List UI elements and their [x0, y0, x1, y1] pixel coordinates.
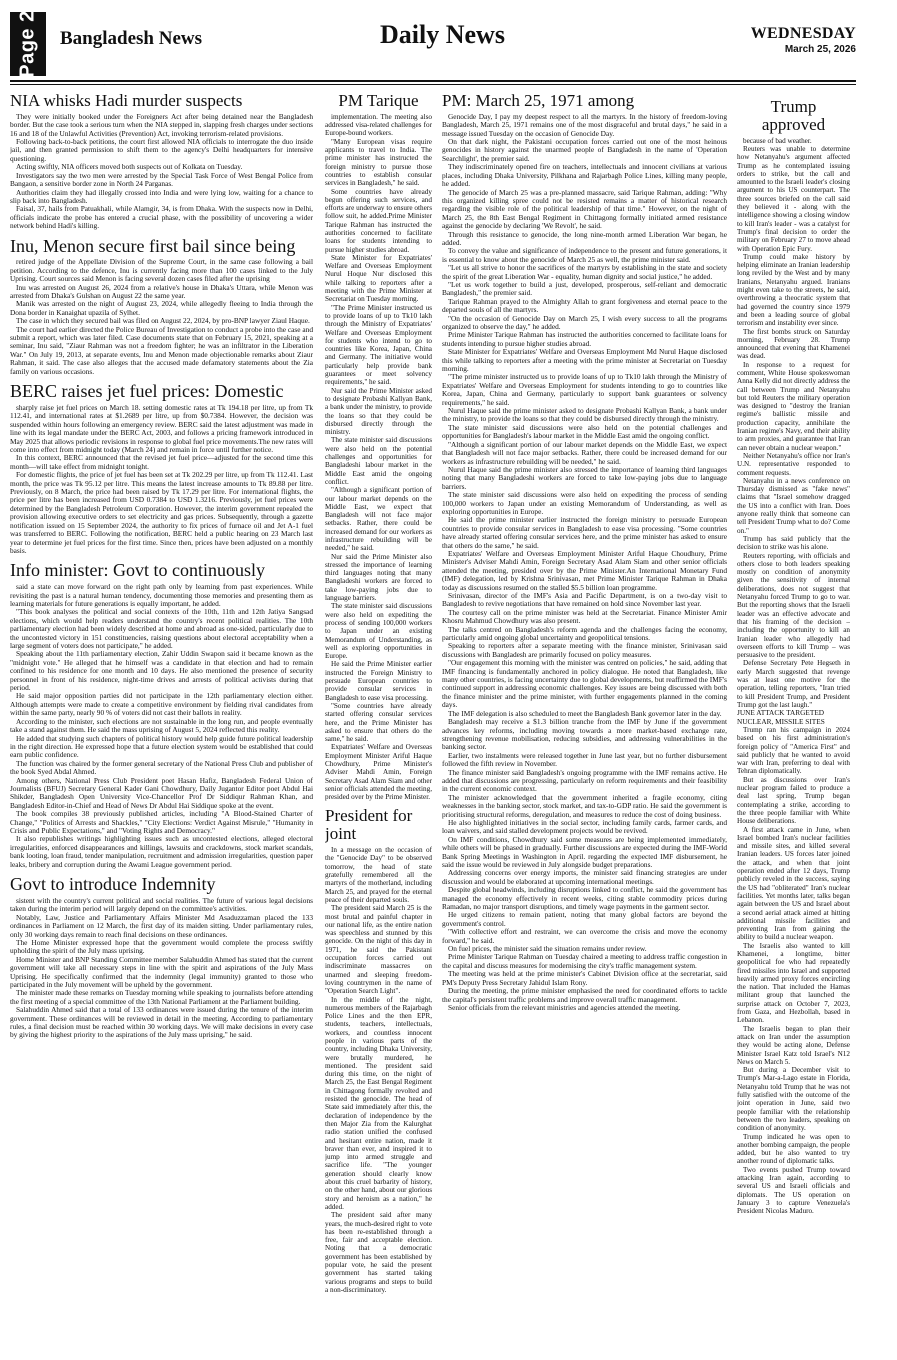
article-paragraph: Genocide Day, I pay my deepest respect to all the martyrs. In the history of freedom-loving Bangladesh, March 25, 1971 remains one of the most disgraceful and brutal days," he said in a message issued Tuesday on the occasion of Genocide Day. [442, 111, 727, 138]
article-paragraph: State Minister for Expatriates' Welfare and Overseas Employment Md Nurul Haque disclosed this while talking to reporters after a meeting with the prime minister at Secretariat on Tuesday morning. [442, 347, 727, 374]
article-paragraph: He said the Prime Minister earlier instructed the Foreign Ministry to persuade European countries to provide consular services in Bangladesh to ease visa processing. [325, 660, 432, 702]
article-body [10, 113, 313, 231]
article-genocide-day [442, 92, 727, 1012]
article-paragraph: Neither Netanyahu's office nor Iran's U.N. representative responded to comment requests. [737, 451, 850, 477]
article-paragraph: For domestic flights, the price of jet fuel has been set at Tk 202.29 per litre, up from Tk 112.41. Last month, the price was Tk 95.12 per litre. This means the latest increase amounts to Tk 89.88 per litre. Previously, on 8 March, the price had been raised by Tk 17.29 per litre. For international flights, the price per litre has been increased from USD 0.7384 to USD 1.3216. Previously, jet fuel prices were determined by the Bangladesh Petroleum Corporation. However, the interim government repealed the provision allowing executive orders to set electricity and gas prices. Subsequently, through a gazette notification issued on 15 September 2024, the authority to fix prices of furnace oil and Jet A-1 fuel was transferred to BERC. Following the notification, BERC held a public hearing on 23 March last year to determine jet fuel prices for the first time. Since then, prices have been adjusted on a monthly basis. [10, 470, 313, 555]
article-paragraph: "Let us all strive to honor the sacrifices of the martyrs by establishing in the state and society the spirit of the great Liberation War - equality, human dignity and social justice," he added. [442, 263, 727, 281]
article-paragraph: "Although a significant portion of our labour market depends on the Middle East, we expect that Bangladesh will not face major setbacks. Rather, there could be increased demand for our workers as infrastructure rebuilding will be needed," he said. [442, 439, 727, 466]
article-paragraph: implementation. The meeting also addressed visa-related challenges for Europe-bound workers. [325, 112, 432, 138]
article-paragraph: But during a December visit to Trump's Mar-a-Lago estate in Florida, Netanyahu told Trump that he was not fully satisfied with the outcome of the joint operation in June, said two people familiar with the relationship between the two leaders, speaking on condition of anonymity. [737, 1066, 850, 1133]
article-paragraph: Authorities claim they had illegally crossed into India and were lying low, waiting for a chance to slip back into Bangladesh. [10, 187, 313, 205]
article-paragraph: On fuel prices, the minister said the situation remains under review. [448, 944, 647, 954]
article-paragraph: In response to a request for comment, White House spokeswoman Anna Kelly did not directly address the call between Trump and Netanyahu but told Reuters the military operation was designed to "destroy the Iranian regime's ballistic missile and production capacity, annihilate the Iranian regime's Navy, end their ability to arm proxies, and guarantee that Iran can never obtain a nuclear weapon." [737, 360, 850, 452]
article-paragraph: The minister made these remarks on Tuesday morning while speaking to journalists before attending the first meeting of a special committee of the 13th National Parliament at the Parliament building. [10, 988, 313, 1006]
article-paragraph: Senior officials from the relevant ministries and agencies attended the meeting. [448, 1002, 681, 1012]
article-paragraph: Inu was arrested on August 26, 2024 from a relative's house in Dhaka's Uttara, while Menon was arrested from Dhaka's Gulshan on August 22 the same year. [10, 282, 313, 301]
article-paragraph: The finance minister said Bangladesh's ongoing programme with the IMF remains active. He added that discussions are progressing, particularly on reform requirements and their feasibility in the current economic context. [442, 767, 727, 794]
headline: President for joint [325, 806, 413, 844]
article-paragraph: The function was chaired by the former general secretary of the National Press Club and publisher of the book Syed Abdal Ahmed. [10, 758, 313, 777]
article-paragraph: Srinivasan, director of the IMF's Asia and Pacific Department, is on a two-day visit to Bangladesh to revive negotiations that have remained on hold since November last year. [442, 591, 727, 609]
headline: NIA whisks Hadi murder suspects [10, 91, 243, 110]
article-paragraph: Home Minister and BNP Standing Committee member Salahuddin Ahmed has stated that the current government will take all necessary steps in line with the spirit and aspirations of the July Mass Uprising. He specifically confirmed that the indemnity (legal immunity) granted to those who participated in the July movement will be upheld by the government. [10, 954, 313, 989]
article-paragraph: Earlier, two instalments were released together in June last year, but no further disbursement followed the fifth review in November. [442, 750, 727, 769]
article-paragraph: The case in which they secured bail was filed on August 22, 2024, by pro-BNP lawyer Ziaul Haque. [16, 316, 310, 326]
article-paragraph: Prime Minister Tarique Rahman has instructed the authorities concerned to facilitate loans for students intending to pursue higher studies abroad. [442, 330, 727, 348]
article-paragraph: Trump could make history by helping eliminate an Iranian leadership long reviled by the West and by many Iranians, Netanyahu argued. Iranians might even take to the streets, he said, overthrowing a theocratic system that had governed the country since 1979 and been a leading source of global terrorism and instability ever since. [737, 252, 850, 328]
article-paragraph: Defense Secretary Pete Hegseth in early March suggested that revenge was at least one motive for the operation, telling reporters, "Iran tried to kill President Trump, and President Trump got the last laugh." [737, 659, 850, 709]
article-paragraph: The state minister said discussions were also held on the potential challenges and opportunities for Bangladesh's labour market in the Middle East amid the ongoing conflict. [442, 422, 727, 441]
article-paragraph: Investigators say the two men were arrested by the Special Task Force of West Bengal Police from Bangaon, a sensitive border zone in North 24 Parganas. [10, 170, 313, 189]
article-pm-tarique [325, 92, 432, 801]
headline: Info minister: Govt to continuously [10, 560, 265, 581]
article-paragraph: The Israelis also wanted to kill Khamenei, a longtime, bitter geopolitical foe who had repeatedly fired missiles into Israel and supported heavily armed proxy forces encircling the nation. That included the Hamas militant group that launched the surprise attack on October 7, 2023, from Gaza, and Hezbollah, based in Lebanon. [737, 941, 850, 1025]
article-berc-jet-fuel [10, 382, 313, 555]
masthead-rule-top [10, 80, 856, 82]
article-paragraph: Tarique Rahman prayed to the Almighty Allah to grant forgiveness and eternal peace to the departed souls of all the martyrs. [442, 296, 727, 315]
article-paragraph: The state minister said discussions were also held on the potential challenges and opportunities for Bangladeshi labour market in the Middle East amid the ongoing conflict. [325, 436, 432, 486]
column-4 [737, 90, 850, 1352]
article-paragraph: Speaking about the 11th parliamentary election, Zahir Uddin Swapon said it became known as the "midnight vote." He alleged that he himself was a candidate in that election and had to remain confined to his residence for one month and 10 days. He also mentioned the presence of security personnel in front of his residence, night-time drives and arrests of political activists during that period. [10, 649, 313, 693]
article-paragraph: He urged citizens to remain patient, noting that many global factors are beyond the government's control. [442, 910, 727, 928]
article-paragraph: The book compiles 38 previously published articles, including "A Blood-Stained Charter of Change," "Politics of Arrests and Shackles," "City Elections: Verdict Against Misrule," "Humanity in Crisis and Public Expectations," and "Voting Rights and Democracy." [10, 809, 313, 835]
article-paragraph: They were initially booked under the Foreigners Act after being detained near the Bangladesh border. But the case took a serious turn when the NIA stepped in, slapping fresh charges under sections 16 and 18 of the Unlawful Activities (Prevention) Act, invoking terrorism-related provisions. [10, 111, 313, 138]
article-paragraph: "On the occasion of Genocide Day on March 25, I wish every success to all the programs organized to observe the day," he added. [442, 313, 727, 331]
article-paragraph: In a message on the occasion of the "Genocide Day" to be observed tomorrow, the head of state gratefully remembered all the martyrs of the motherland, including March 25, and prayed for the eternal peace of their departed souls. [325, 846, 432, 904]
article-inu-menon [10, 237, 313, 377]
article-body [442, 113, 727, 1012]
article-paragraph: The president said after many years, the much-desired right to vote has been re-established through a free, fair and acceptable election. Noting that a democratic government has been established by popular vote, he said the present government has started taking various programs and steps to build a non-discriminatory. [325, 1211, 432, 1294]
page-number-tab [10, 12, 46, 76]
article-paragraph: Some countries have already begun offering such services, and efforts are underway to ensure others follow suit, he added.Prime Minister Tarique Rahman has instructed the authorities concerned to facilitate loans for students intending to pursue higher studies abroad. [325, 187, 432, 254]
article-paragraph: Two events pushed Trump toward attacking Iran again, according to several US and Israeli officials and diplomats. The US operation on January 3 to capture Venezuela's President Nicolas Maduro. [737, 1165, 850, 1216]
article-paragraph: He also highlighted initiatives in the social sector, including family cards, farmer cards, and loan waivers, and said stalled development projects would be revived. [442, 817, 727, 836]
article-paragraph: retired judge of the Appellate Division of the Supreme Court, in the same case following a bail petition. According to the defence, Inu is currently facing more than 100 cases linked to the July Uprising. Court sources said Menon is facing several dozen cases filed after the uprising [10, 257, 313, 284]
article-paragraph: The meeting was held at the prime minister's Cabinet Division office at the secretariat, said PM's Deputy Press Secretary Jahidul Islam Rony. [442, 969, 727, 987]
subheading: JUNE ATTACK TARGETED NUCLEAR, MISSILE SITES [737, 708, 825, 726]
column-2 [325, 90, 432, 1352]
article-paragraph: Trump indicated he was open to another bombing campaign, the people added, but he also wanted to try another round of diplomatic talks. [737, 1132, 850, 1166]
article-paragraph: Salahuddin Ahmed said that a total of 133 ordinances were issued during the tenure of the interim government. These ordinances will be reviewed in detail in the meeting. According to parliamentary rules, a final decision must be reached within 30 working days. We will make decisions in every case by giving the highest priority to the aspirations of the July mass uprising," he said. [10, 1005, 313, 1040]
article-paragraph: Addressing concerns over energy imports, the minister said financing strategies are under discussion and would be elaborated at upcoming international meetings. [442, 868, 727, 886]
article-paragraph: Expatriates' Welfare and Overseas Employment Minister Ariful Haque Choudhury, Prime Minister's Adviser Mahdi Amin, Foreign Secretary Asad Alam Siam and other senior officials attended the meeting, presided over by the Prime Minister.An International Monetary Fund (IMF) delegation, led by Krishna Srinivasan, met Prime Minister Tarique Rahman in Dhaka today as discussions resumed on the stalled $5.5 billion loan programme. [442, 548, 727, 592]
article-paragraph: But as discussions over Iran's nuclear program failed to produce a deal last spring, Trump began contemplating a strike, according to the three people familiar with White House deliberations. [737, 775, 850, 826]
masthead [0, 0, 897, 86]
article-paragraph: "The prime minister instructed us to provide loans of up to Tk10 lakh through the Ministry of Expatriates' Welfare and Overseas Employment for students intending to go to countries like Korea, Japan, China and Germany, particularly to support bank guarantees or solvency requirements," he said. [442, 372, 727, 407]
article-paragraph: In this context, BERC announced that the revised jet fuel price—adjusted for the second time this month—will take effect from midnight tonight. [10, 453, 313, 471]
article-paragraph: Notably, Law, Justice and Parliamentary Affairs Minister Md Asaduzzaman placed the 133 ordinances in Parliament on 12 March, the first day of its maiden sitting. Under parliamentary rules, only 30 working days remain to reach final decisions on these ordinances. [10, 912, 313, 939]
article-paragraph: During the meeting, the prime minister emphasised the need for coordinated efforts to tackle the capital's persistent traffic problems and improve overall traffic management. [442, 986, 727, 1004]
article-paragraph: According to the minister, such elections are not sustainable in the long run, and people eventually take a stand against them. He said the mass uprising of August 5, 2024 reflected this reality. [10, 716, 313, 735]
headline: Trump approved [761, 97, 826, 134]
page-number-label: Page 2 [16, 10, 39, 78]
weekday: WEDNESDAY [750, 25, 856, 42]
article-paragraph: "The Prime Minister instructed us to provide loans of up to Tk10 lakh through the Ministry of Expatriates' Welfare and Overseas Employment for students who intend to go to countries like Korea, Japan, China and Germany. The initiative would particularly help provide bank guarantees or meet solvency requirements," he said. [325, 303, 432, 387]
article-body [325, 846, 432, 1294]
article-body [10, 897, 313, 1040]
article-paragraph: because of bad weather. [743, 136, 812, 145]
article-paragraph: They indiscriminately opened fire on teachers, intellectuals and innocent civilians at various places, including Dhaka University, Pilkhana and Rajarbagh Police Lines, killing many people, he added. [442, 162, 727, 189]
article-paragraph: The talks centred on Bangladesh's reform agenda and the challenges facing the economy, particularly amid ongoing global uncertainty and geopolitical tensions. [442, 624, 727, 643]
article-paragraph: To convey the value and significance of independence to the present and future generations, it is essential to know about the genocide of March 25 as well, the prime minister said. [442, 246, 727, 264]
article-paragraph: Speaking to reporters after a separate meeting with the finance minister, Srinivasan said discussions with Bangladesh are primarily focused on policy measures. [442, 641, 727, 659]
article-president [325, 807, 432, 1294]
article-paragraph: Netanyahu in a news conference on Thursday dismissed as "fake news" claims that "Israel somehow dragged the US into a conflict with Iran. Does anyone really think that someone can tell President Trump what to do? Come on." [737, 476, 850, 535]
article-paragraph: Faisal, 37, hails from Patuakhali, while Alamgir, 34, is from Dhaka. With the suspects now in Delhi, officials indicate the probe has entered a crucial phase, with the possibility of uncovering a wider network behind Hadi's killing. [10, 204, 313, 231]
headline: Govt to introduce Indemnity [10, 874, 216, 895]
article-paragraph: It also republishes writings highlighting issues such as uncontested elections, alleged electoral irregularities, enforced disappearances and killings, lawsuits and crackdowns, stock market scandals, bank looting, loan fraud, tender manipulation, recruitment and admission irregularities, question paper leaks, bribery and corruption during the Awami League government period. [10, 834, 313, 869]
article-paragraph: He said major opposition parties did not participate in the 12th parliamentary election either. Although attempts were made to create a competitive environment by fielding rival candidates from within the same party, nearly 90 % of voters did not cast their ballots in reality. [10, 691, 313, 718]
article-paragraph: Reuters was unable to determine how Netanyahu's argument affected Trump as he contemplated issuing orders to strike, but the call and amounted to the Israeli leader's closing argument to his US counterpart. The three sources briefed on the call said they believed it - along with the intelligence showing a closing window to kill Iran's leader - was a catalyst for Trump's final decision to order the military on February 27 to move ahead with Operation Epic Fury. [737, 144, 850, 253]
article-paragraph: The Israelis began to plan their attack on Iran under the assumption they would be acting alone, Defense Minister Israel Katz told Israel's N12 News on March 5. [737, 1024, 850, 1066]
headline: PM Tarique [338, 91, 419, 110]
article-paragraph: State Minister for Expatriates' Welfare and Overseas Employment Nurul Hoque Nur disclosed this while talking to reporters after a meeting with the Prime Minister at Secretariat on Tuesday morning. [325, 253, 432, 304]
article-body [737, 137, 850, 709]
issue-date: March 25, 2026 [784, 44, 856, 55]
article-paragraph: Nur said the Prime Minister asked to designate Probashi Kallyan Bank, a bank under the ministry, to provide the loans so that they could be disbursed directly through the ministry. [325, 386, 432, 437]
article-paragraph: Acting swiftly, NIA officers moved both suspects out of Kolkata on Tuesday. [16, 162, 243, 172]
article-paragraph: The court had earlier directed the Police Bureau of Investigation to conduct a probe into the case and submit a report, which was later filed. Case documents state that on February 15, 2021, speaking at a seminar, Inu said, "Ziaur Rahman was not a freedom fighter; he was an infiltrator in the Liberation War." On July 19, 2013, at separate events, Inu and Menon made objectionable remarks about Ziaur Rahman, it said. The case also alleges that the accused made defamatory statements about the Zia family on various occasions. [10, 324, 313, 376]
article-paragraph: The genocide of March 25 was a pre-planned massacre, said Tarique Rahman, adding: "Why this organized killing spree could not be resisted remains a matter of historical research regarding the visible role of the political leadership of that time." However, on the night of March 25, the 8th East Bengal Regiment in Chittagong formally initiated armed resistance against the genocide by declaring 'We Revolt', he said. [442, 187, 727, 231]
article-paragraph: Following back-to-back petitions, the court first allowed NIA officials to interrogate the duo inside jail, and then granted permission to shift them to the agency's Delhi headquarters for intensive questioning. [10, 137, 313, 163]
article-body [10, 258, 313, 376]
article-paragraph: The IMF delegation is also scheduled to meet the Bangladesh Bank governor later in the day. [448, 708, 722, 718]
article-paragraph: Expatriates' Welfare and Overseas Employment Minister Ariful Haque Chowdhury, Prime Minister's Adviser Mahdi Amin, Foreign Secretary Asad Alam Siam and other senior officials attended the meeting, presided over by the Prime Minister. [325, 743, 432, 802]
article-paragraph: Despite global headwinds, including disruptions linked to conflict, he said the government has managed the economy effectively in recent weeks, citing stable commodity prices during Ramadan, no major transport disruptions, and timely wage payments in the garment sector. [442, 885, 727, 912]
article-paragraph: The Home Minister expressed hope that the government would complete the process swiftly upholding the spirit of the July mass uprising. [10, 937, 313, 956]
column-3 [442, 90, 727, 1352]
article-paragraph: sharply raise jet fuel prices on March 18. setting domestic rates at Tk 194.18 per litre, up from Tk 112.41, and international rates at $1.2689 per litre, up from $0.7384. However, the decision was suspended within hours following an emergency review. BERC said the latest adjustment was made in line with its legal mandate under the BERC Act, 2003, and follows a pricing framework introduced in May 2025 that allows periodic revisions in response to global fuel price movements.The new rates will come into effect from midnight today (March 24) and remain in force until further notice. [10, 403, 313, 455]
article-paragraph: The first bombs struck on Saturday morning, February 28. Trump announced that evening that Khamenei was dead. [737, 327, 850, 361]
article-paragraph: Nurul Haque said the prime minister asked to designate Probashi Kallyan Bank, a bank under the ministry, to provide the loans so that they could be disbursed directly through the ministry. [442, 406, 727, 424]
article-paragraph: Prime Minister Tarique Rahman on Tuesday chaired a meeting to address traffic congestion in the capital and discuss measures for modernising the city's traffic management system. [442, 952, 727, 970]
article-paragraph: The president said March 25 is the most brutal and painful chapter in our national life, as the entire nation was speechless and stunned by this genocide. On the night of this day in 1971, he said the Pakistani occupation forces carried out indiscriminate massacres on unarmed and sleeping freedom-loving countrymen in the name of "Operation Search Light". [325, 904, 432, 996]
article-paragraph: Nur said the Prime Minister also stressed the importance of learning third languages noting that many Bangladeshi workers are forced to take low-paying jobs due to language barriers. [325, 552, 432, 603]
article-trump [737, 98, 850, 1216]
article-paragraph: Manik was arrested on the night of August 23, 2024, while allegedly fleeing to India through the Dona border in Kanaighat upazila of Sylhet. [10, 299, 313, 317]
article-paragraph: The state minister said discussions were also held on expediting the process of sending 100,000 workers to Japan under an existing Memorandum of Understanding, as well as exploring opportunities in Europe. [325, 602, 432, 661]
article-paragraph: "Let us work together to build a just, developed, prosperous, self-reliant and democratic Bangladesh," the premier said. [442, 279, 727, 298]
article-paragraph: Bangladesh may receive a $1.3 billion tranche from the IMF by June if the government advances key reforms, including moving towards a more market-based exchange rate, strengthening revenue mobilisation, reducing subsidies, and addressing vulnerabilities in the banking sector. [442, 717, 727, 752]
article-paragraph: Nurul Haque said the prime minister also stressed the importance of learning third languages noting that many Bangladeshi workers are forced to take low-paying jobs due to language barriers. [442, 464, 727, 491]
article-paragraph: Among others, National Press Club President poet Hasan Hafiz, Bangladesh Federal Union of Journalists (BFUJ) Secretary General Kader Gani Chowdhury, Daily Jugantor Editor poet Abdul Hai Shikder, Bangladesh Open University Vice-Chancellor Prof Dr Siddiqur Rahman Khan, and Bangladesh Editor-in-Chief and Head of News Dr Abdul Hai Siddique spoke at the event. [10, 775, 313, 810]
article-paragraph: said a state can move forward on the right path only by learning from past experiences. While revisiting the past is a natural human tendency, documenting those memories and presenting them as learning materials for future generations is equally important, he added. [10, 582, 313, 609]
article-paragraph: On that dark night, the Pakistani occupation forces carried out one of the most heinous genocides in history against the unarmed people of Bangladesh in the name of 'Operation Searchlight', the premier said. [442, 137, 727, 163]
article-paragraph: "This book analyses the political and social contexts of the 10th, 11th and 12th Jatiya Sangsad elections, which would help readers understand the country's recent political realities. The 10th parliamentary election had been widely described at home and abroad as one-sided, particularly due to the uncontested victory in 151 constituencies, raising questions about electoral acceptability when a large segment of voters does not participate," he added. [10, 607, 313, 651]
article-body [10, 583, 313, 869]
column-1 [10, 90, 313, 1352]
masthead-rule-bottom [10, 84, 856, 85]
article-paragraph: "With collective effort and restraint, we can overcome the crisis and move the economy forward," he said. [442, 927, 727, 945]
article-nia-hadi [10, 92, 313, 231]
article-info-minister [10, 561, 313, 869]
article-paragraph: A first attack came in June, when Israel bombed Iran's nuclear facilities and missile sites, and killed several Iranian leaders. US forces later joined the attack, and when that joint operation ended after 12 days, Trump publicly reveled in the success, saying the US had "obliterated" Iran's nuclear facilities. Yet months later, talks began again between the US and Israel about a second aerial attack aimed at hitting additional missile facilities and preventing Iran from gaining the ability to build a nuclear weapon. [737, 825, 850, 942]
article-paragraph: "Although a significant portion of our labour market depends on the Middle East, we expect that Bangladesh will not face major setbacks. Rather, there could be increased demand for our workers as infrastructure rebuilding will be needed," he said. [325, 486, 432, 553]
article-paragraph: On IMF conditions, Chowdhury said some measures are being implemented immediately, while others will be phased in gradually. Further discussions are expected during the IMF-World Bank Spring Meetings in Washington in April. regarding the expected IMF disbursement, he said the issue would be reviewed in July alongside budget preparations. [442, 834, 727, 869]
article-body [10, 404, 313, 555]
article-paragraph: He added that studying such chapters of political history would help guide future political leadership in the right direction. He expressed hope that a future election system would be established that could earn public confidence. [10, 733, 313, 760]
article-paragraph: "Our engagement this morning with the minister was centred on policies," he said, adding that IMF financing is fundamentally anchored in policy dialogue. He noted that Bangladesh, like many other countries, is facing uncertainty due to global developments, but reaffirmed the IMF's continued support in addressing economic challenges. Key issues are being discussed with both the finance minister and the prime minister, with further engagements planned in the coming days. [442, 658, 727, 710]
article-indemnity [10, 875, 313, 1040]
article-paragraph: In the middle of the night, numerous members of the Rajarbagh Police Lines and the then EPR, students, teachers, intellectuals, workers, and countless innocent people in various parts of the country, including Dhaka University, were brutally murdered, he mentioned. The president said during this time, on the night of March 25, the East Bengal Regiment in Chittagong formally revolted and resisted the genocide. The head of State said immediately after this, the declaration of independence by the then Major Zia from the Kalurghat radio station unified the confused and hesitant entire nation, made it braver than ever, and inspired it to jump into armed struggle and sacrifice life. "The younger generation should clearly know about this cruel barbarity of history, on the other hand, about our glorious story and heroism as a nation," he added. [325, 995, 432, 1211]
article-paragraph: "Some countries have already started offering consular services here, and the Prime Minister has asked to ensure that others do the same," he said. [325, 701, 432, 744]
newspaper-name: Bangladesh News [60, 28, 202, 49]
article-paragraph: The minister acknowledged that the government inherited a fragile economy, citing weaknesses in the banking sector, stock market, and tax-to-GDP ratio. He said the government is prioritising structural reforms, deregulation, and measures to reduce the cost of doing business. [442, 792, 727, 819]
section-title: Daily News [380, 20, 505, 49]
article-body-continued [737, 726, 850, 1216]
article-paragraph: Trump ran his campaign in 2024 based on his first administration's foreign policy of "America First" and said publicly that he wanted to avoid war with Iran, preferring to deal with Tehran diplomatically. [737, 725, 850, 776]
article-paragraph: "Many European visas require applicants to travel to India. The prime minister has instructed the foreign ministry to pursue those countries to establish consular services in Bangladesh," he said. [325, 137, 432, 188]
article-paragraph: sistent with the country's current political and social realities. The future of various legal decisions taken during the interim period will largely depend on the committee's activities. [10, 895, 313, 914]
article-paragraph: Trump has said publicly that the decision to strike was his alone. [737, 534, 850, 552]
article-body [325, 113, 432, 802]
article-paragraph: The state minister said discussions were also held on expediting the process of sending 100,000 workers to Japan under an existing Memorandum of Understanding, as well as exploring opportunities in Europe. [442, 490, 727, 516]
headline: BERC raises jet fuel prices: Domestic [10, 381, 284, 402]
article-paragraph: The courtesy call on the prime minister was held at the Secretariat. Finance Minister Amir Khosru Mahmud Chowdhury was also present. [442, 607, 727, 626]
article-paragraph: Through this resistance to genocide, the long nine-month armed Liberation War began, he added. [442, 229, 727, 247]
article-paragraph: He said the prime minister earlier instructed the foreign ministry to persuade European countries to provide consular services in Bangladesh to ease visa processing. "Some countries have already started offering consular services here, and the prime minister has asked to ensure that others do the same," he said. [442, 515, 727, 550]
headline: PM: March 25, 1971 among [442, 91, 635, 110]
article-paragraph: Reuters reporting, with officials and others close to both leaders speaking mostly on condition of anonymity given the sensitivity of internal deliberations, does not suggest that Netanyahu forced Trump to go to war. But the reporting shows that the Israeli leader was an effective advocate and that his framing of the decision – including the opportunity to kill an Iranian leader who allegedly had overseen efforts to kill Trump – was persuasive to the president. [737, 551, 850, 660]
headline: Inu, Menon secure first bail since being [10, 235, 296, 256]
